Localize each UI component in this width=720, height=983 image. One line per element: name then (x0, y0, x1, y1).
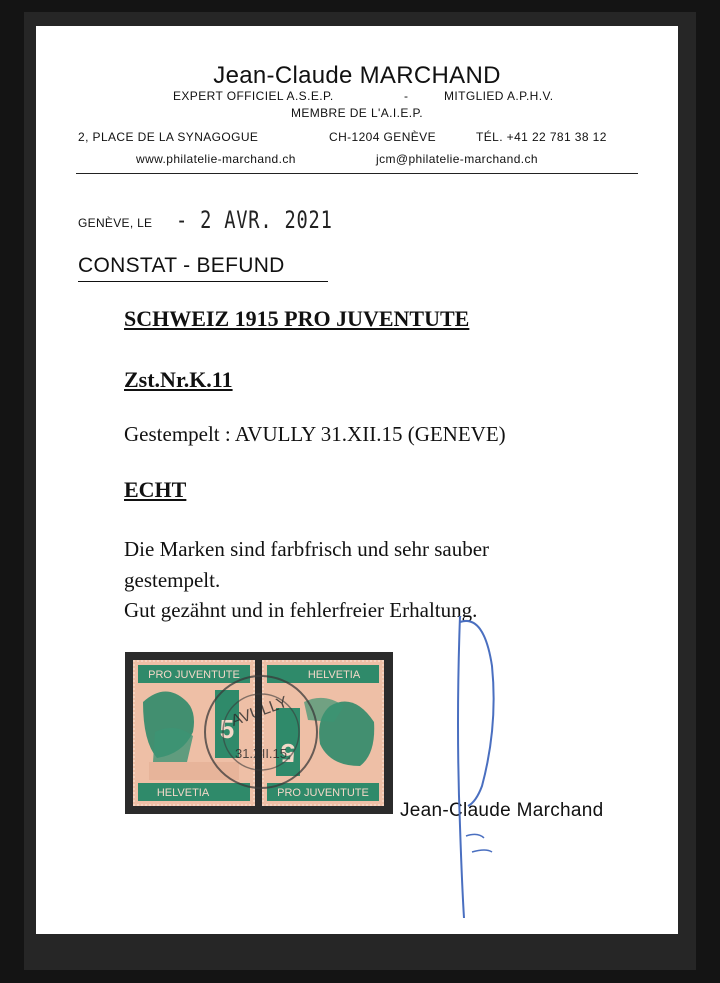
stamp-left-value: 5 (219, 714, 235, 744)
stamp-right-bottom-text: PRO JUVENTUTE (277, 787, 369, 799)
postmark-town: AVULLY (228, 693, 291, 730)
stamp-left-top-text: PRO JUVENTUTE (148, 669, 240, 681)
title-separator: - (404, 89, 409, 103)
email-link[interactable]: jcm@philatelie-marchand.ch (376, 152, 538, 166)
signature-name: Jean-Claude Marchand (400, 800, 604, 821)
membership-line: MEMBRE DE L'A.I.E.P. (290, 106, 424, 120)
stamp-left-bottom-text: HELVETIA (156, 787, 210, 799)
description-line-1: Die Marken sind farbfrisch und sehr sauber (124, 537, 490, 561)
stamp-title: SCHWEIZ 1915 PRO JUVENTUTE (124, 306, 470, 331)
stamp-right-value: 5 (280, 738, 296, 768)
description-line-3: Gut gezähnt und in fehlerfreier Erhaltung. (124, 598, 478, 622)
certificate-heading: CONSTAT - BEFUND (78, 254, 285, 277)
certificate-sheet (36, 26, 678, 934)
website-link[interactable]: www.philatelie-marchand.ch (136, 152, 296, 166)
handwritten-signature (36, 26, 678, 934)
postmark-date: 31.XII.15 (234, 746, 288, 761)
cancellation-info: Gestempelt : AVULLY 31.XII.15 (GENEVE) (124, 422, 506, 446)
phone: TÉL. +41 22 781 38 12 (476, 130, 607, 144)
catalogue-reference: Zst.Nr.K.11 (124, 367, 233, 392)
expert-title-left: EXPERT OFFICIEL A.S.E.P. (173, 89, 334, 103)
expert-name: Jean-Claude MARCHAND (213, 62, 501, 89)
date-stamp: - 2 AVR. 2021 (176, 206, 333, 234)
address: 2, PLACE DE LA SYNAGOGUE (78, 130, 259, 144)
expert-title-right: MITGLIED A.P.H.V. (444, 89, 554, 103)
verdict: ECHT (124, 477, 187, 502)
description-line-2: gestempelt. (124, 568, 221, 592)
stamp-right-top-text: HELVETIA (307, 669, 361, 681)
city: CH-1204 GENÈVE (329, 130, 436, 144)
date-label: GENÈVE, LE (78, 216, 153, 230)
